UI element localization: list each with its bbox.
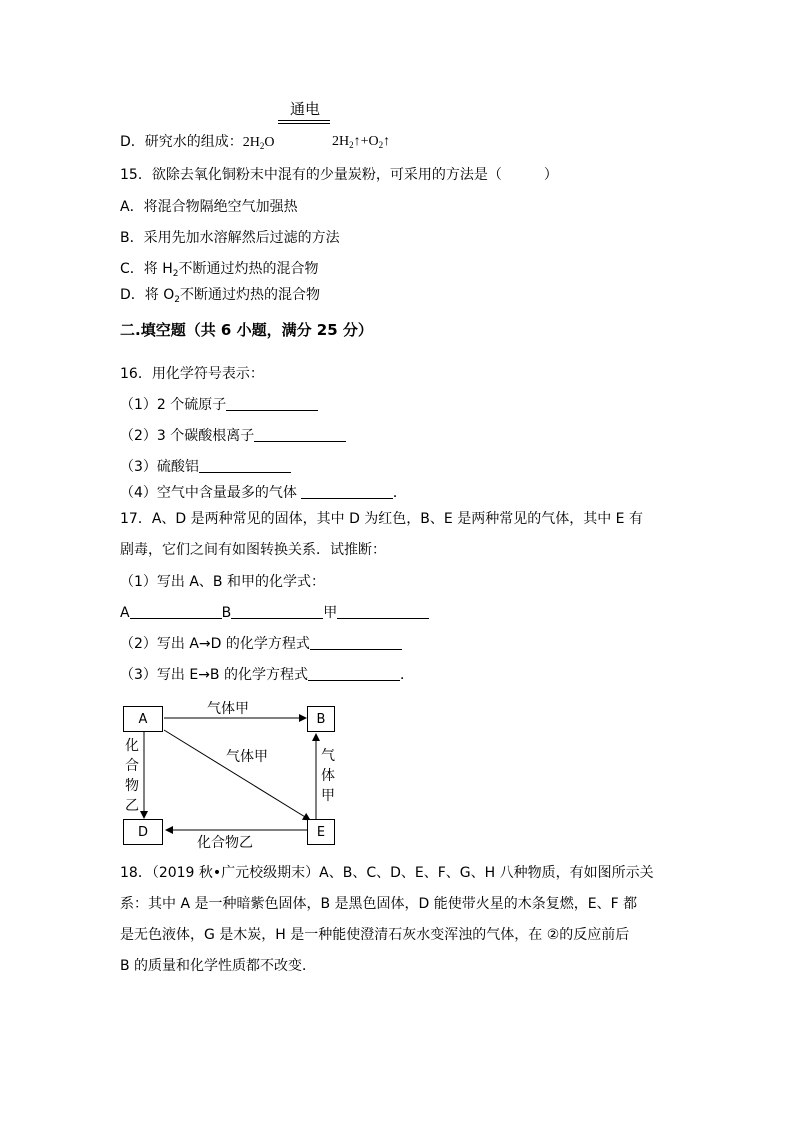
- q17-sub-2: （2）写出 A→D 的化学方程式: [120, 635, 402, 653]
- q17-blanks-row: A B 甲: [120, 604, 429, 622]
- node-e: E: [307, 819, 335, 845]
- node-a: A: [123, 706, 163, 732]
- q16-item-4: （4）空气中含量最多的气体 ．: [120, 485, 407, 501]
- q16-stem: 16．用化学符号表示：: [120, 366, 264, 382]
- products: $2H_2↑+O_2↑$: [332, 134, 391, 150]
- section-title: 二.填空题（共 6 小题，满分 25 分）: [120, 321, 373, 339]
- label-e-d: 化合物乙: [197, 835, 253, 851]
- arrow-a-to-e: [164, 730, 310, 820]
- label-e-b: 气 体 甲: [321, 748, 335, 804]
- q17-sub-3: （3）写出 E→B 的化学方程式 ．: [120, 667, 414, 683]
- reaction-condition: 通电: [289, 100, 320, 118]
- q17-line-2: 剧毒，它们之间有如图转换关系．试推断：: [120, 542, 386, 558]
- q14-d-prefix: D．研究水的组成：: [120, 134, 243, 150]
- q17-sub-1: （1）写出 A、B 和甲的化学式：: [120, 574, 325, 590]
- q16-item-2: （2）3 个碳酸根离子: [120, 427, 346, 445]
- q18-line-4: B 的质量和化学性质都不改变．: [120, 958, 317, 974]
- label-a-b: 气体甲: [207, 701, 249, 717]
- node-d: D: [123, 819, 163, 845]
- q18-line-3: 是无色液体，G 是木炭，H 是一种能使澄清石灰水变浑浊的气体，在 ②的反应前后: [120, 927, 630, 943]
- q15-option-c: C．将 $H_2$不断通过灼热的混合物: [120, 261, 319, 279]
- node-b: B: [307, 706, 335, 732]
- q15-stem: 15．欲除去氧化铜粉末中混有的少量炭粉，可采用的方法是（ ）: [120, 167, 558, 183]
- q16-item-1: （1）2 个硫原子: [120, 396, 318, 414]
- reactant: $2H_2O$: [242, 135, 275, 151]
- q15-option-b: B．采用先加水溶解然后过滤的方法: [120, 230, 340, 246]
- label-a-e: 气体甲: [226, 749, 268, 765]
- q16-item-3: （3）硫酸铝: [120, 458, 291, 476]
- q15-option-a: A．将混合物隔绝空气加强热: [120, 199, 298, 215]
- q15-option-d: D．将 $O_2$不断通过灼热的混合物: [120, 287, 320, 305]
- q17-line-1: 17．A、D 是两种常见的固体，其中 D 为红色，B、E 是两种常见的气体，其中 E 有: [120, 511, 643, 527]
- label-a-d: 化 合 物 乙: [125, 738, 139, 814]
- q18-line-2: 系：其中 A 是一种暗紫色固体，B 是黑色固体，D 能使带火星的木条复燃，E、F 都: [120, 896, 638, 912]
- q18-line-1: 18．（2019 秋•广元校级期末）A、B、C、D、E、F、G、H 八种物质，有如图所示关: [120, 865, 654, 881]
